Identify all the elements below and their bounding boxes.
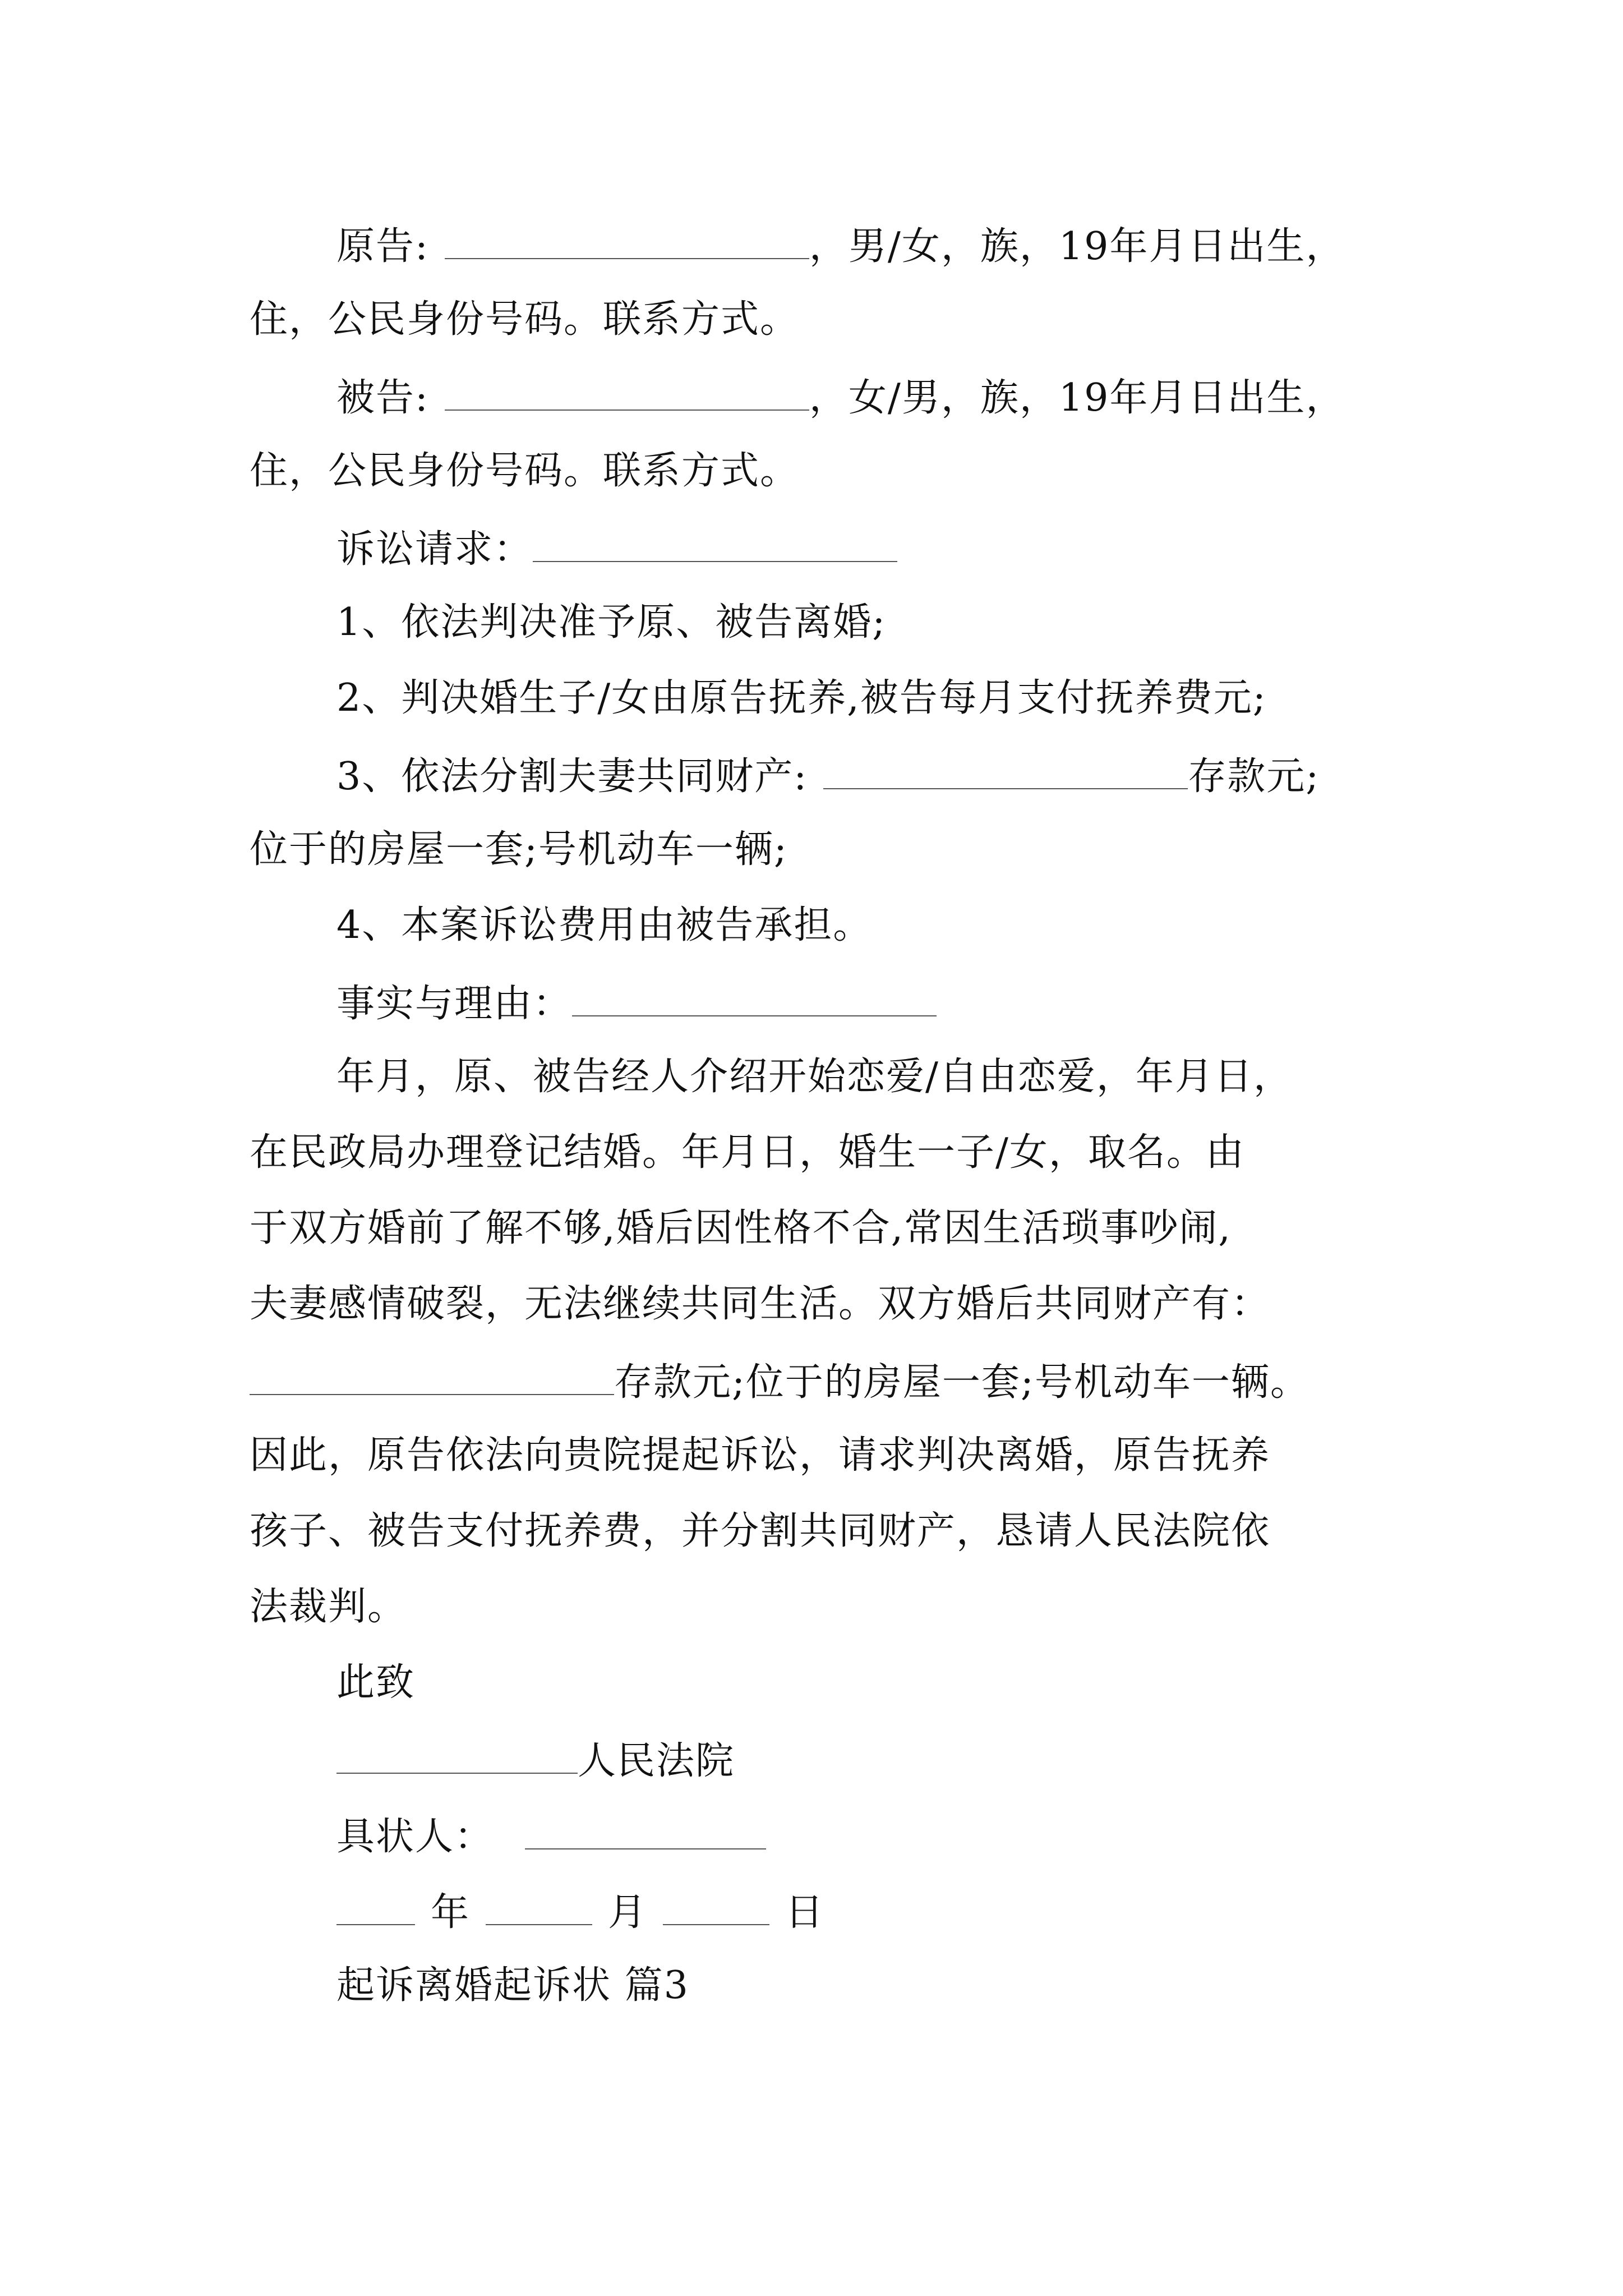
year-label: 年: [431, 1890, 471, 1935]
month-label: 月: [608, 1890, 648, 1935]
facts-paragraph-line-1: 年月，原、被告经人介绍开始恋爱/自由恋爱，年月日，: [336, 1055, 1293, 1099]
facts-paragraph-line-6: 因此，原告依法向贵院提起诉讼，请求判决离婚，原告抚养: [250, 1433, 1271, 1478]
defendant-line: [336, 370, 1345, 424]
facts-blank: [572, 976, 937, 1016]
salutation: 此致: [336, 1660, 416, 1705]
facts-paragraph-line-4: 夫妻感情破裂，无法继续共同生活。双方婚后共同财产有：: [250, 1282, 1271, 1326]
plaintiff-name-blank: [445, 219, 809, 259]
facts-paragraph-line-5: [250, 1355, 1310, 1408]
claim-item-3-text: 3、依法分割夫妻共同财产:: [336, 754, 808, 799]
facts-paragraph-line-3: 于双方婚前了解不够,婚后因性格不合,常因生活琐事吵闹,: [250, 1206, 1232, 1250]
claim-item-3: [336, 749, 1320, 802]
facts-paragraph-line-7: 孩子、被告支付抚养费，并分割共同财产，恳请人民法院依: [250, 1509, 1271, 1553]
facts-property-text: 存款元;位于的房屋一套;号机动车一辆。: [614, 1360, 1310, 1405]
date-line: [336, 1885, 824, 1938]
plaintiff-label: 原告:: [336, 224, 429, 269]
court-line: [336, 1733, 735, 1787]
next-section-title: 起诉离婚起诉状 篇3: [336, 1963, 689, 2008]
claim-item-2: 2、判决婚生子/女由原告抚养,被告每月支付抚养费元;: [336, 676, 1267, 720]
claim-item-3-deposit: 存款元;: [1188, 754, 1320, 799]
claim-item-4: 4、本案诉讼费用由被告承担。: [336, 903, 873, 947]
day-label: 日: [785, 1890, 825, 1935]
property-blank: [823, 749, 1188, 789]
facts-paragraph-line-2: 在民政局办理登记结婚。年月日，婚生一子/女，取名。由: [250, 1130, 1245, 1175]
claim-item-3-cont: 位于的房屋一套;号机动车一辆;: [250, 827, 788, 872]
defendant-label: 被告:: [336, 376, 429, 420]
signer-blank: [525, 1809, 766, 1849]
defendant-details: ，女/男，族，19年月日出生，: [809, 376, 1345, 420]
claims-heading: 诉讼请求：: [336, 527, 533, 572]
facts-heading: 事实与理由：: [336, 982, 573, 1026]
facts-heading-line: [336, 976, 937, 1029]
day-blank: [663, 1885, 769, 1925]
defendant-line-cont: 住，公民身份号码。联系方式。: [250, 449, 800, 493]
defendant-name-blank: [445, 370, 809, 411]
court-name-blank: [336, 1733, 578, 1774]
claim-item-1: 1、依法判决准予原、被告离婚;: [336, 600, 887, 645]
claims-blank: [533, 522, 897, 562]
facts-paragraph-line-8: 法裁判。: [250, 1585, 407, 1629]
plaintiff-details: ，男/女，族，19年月日出生，: [809, 224, 1345, 269]
plaintiff-line-cont: 住，公民身份号码。联系方式。: [250, 297, 800, 342]
claims-heading-line: [336, 522, 897, 575]
signer-line: [336, 1809, 766, 1862]
plaintiff-line: [336, 219, 1345, 272]
year-blank: [336, 1885, 415, 1925]
shared-property-blank: [250, 1355, 614, 1395]
signer-label: 具状人：: [336, 1815, 494, 1859]
court-label: 人民法院: [578, 1739, 735, 1783]
month-blank: [486, 1885, 592, 1925]
